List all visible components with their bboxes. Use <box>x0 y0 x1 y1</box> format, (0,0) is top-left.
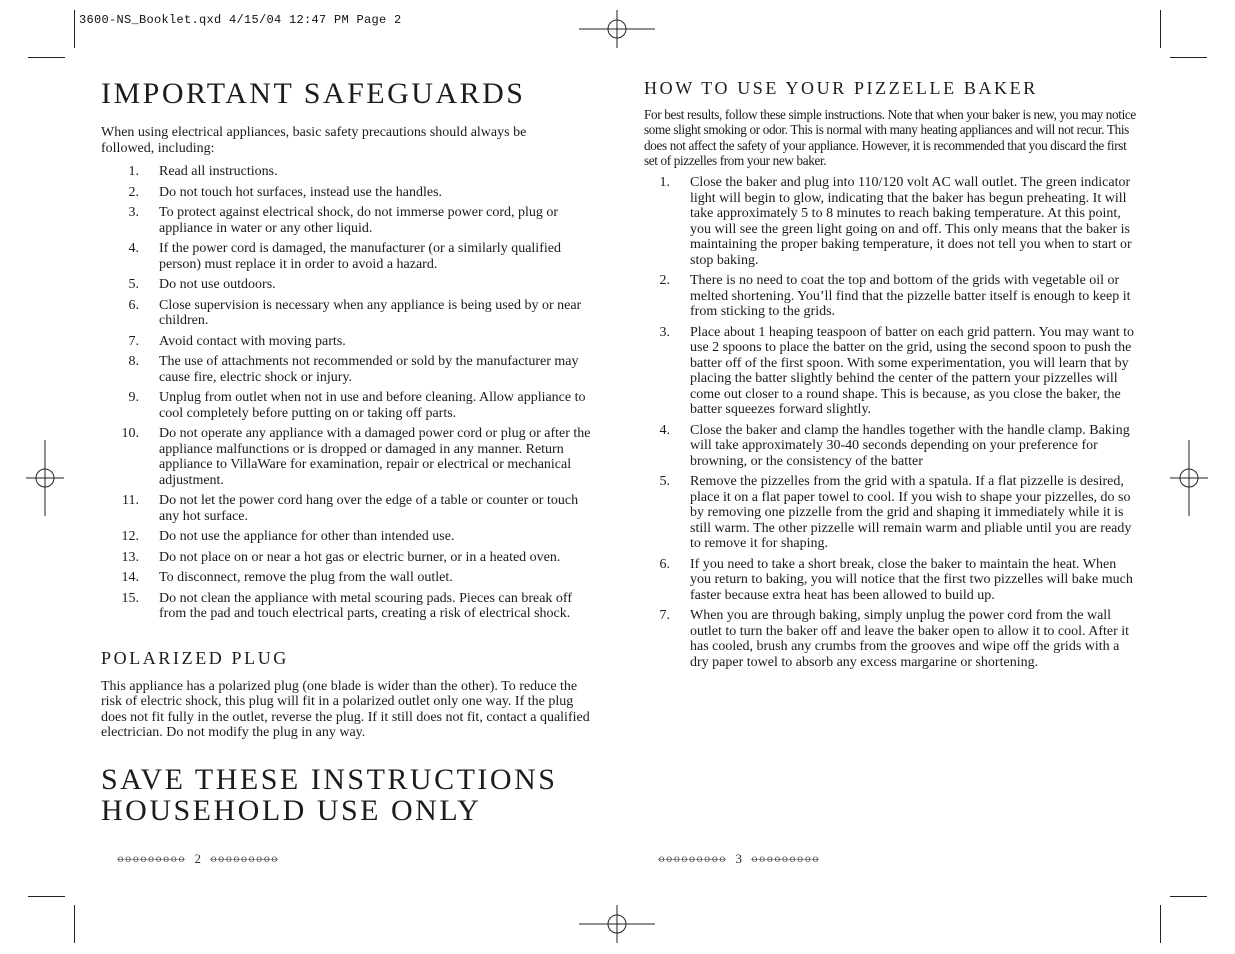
list-item-number: 5. <box>128 277 139 292</box>
list-item <box>113 550 593 566</box>
list-item <box>644 557 1136 604</box>
list-item <box>113 529 593 545</box>
ornament-border: ꝋꝋꝋꝋꝋꝋꝋꝋꝋ <box>750 853 820 865</box>
list-item <box>113 334 593 350</box>
how-to-use-title: HOW TO USE YOUR PIZZELLE BAKER <box>644 78 1038 98</box>
list-item-text: The use of attachments not recommended or sold by the manufacturer may cause fire, electric shock or injury. <box>159 354 579 385</box>
list-item-number: 7. <box>659 608 670 624</box>
list-item-text: Do not let the power cord hang over the edge of a table or counter or touch any hot surface. <box>159 493 579 524</box>
save-instructions-title <box>101 764 593 826</box>
list-item-number: 6. <box>659 556 670 572</box>
crop-mark <box>74 905 75 943</box>
list-item-number: 1. <box>659 175 670 191</box>
polarized-plug-text: This appliance has a polarized plug (one blade is wider than the other). To reduce the risk of electric shock, this plug will fit in a polarized outlet only one way. If the plug does not fit fully in the outlet, reverse the plug. If it still does not fit, contact a qualified electrician. Do not modify the plug in any way. <box>101 678 590 740</box>
list-item <box>113 493 593 524</box>
ornament-border: ꝋꝋꝋꝋꝋꝋꝋꝋꝋ <box>117 853 186 865</box>
list-item-text: Do not operate any appliance with a damaged power cord or plug or after the appliance malfunctions or is dropped or damaged in any manner. Return appliance to VillaWare for examination, repair or electrical or mechanical adjustment. <box>159 426 591 488</box>
right-page <box>644 78 1136 670</box>
list-item-number: 12. <box>121 529 139 544</box>
list-item-text: To disconnect, remove the plug from the wall outlet. <box>159 570 453 585</box>
safeguards-intro: When using electrical appliances, basic safety precautions should always be followed, including: <box>101 125 527 156</box>
list-item <box>113 354 593 385</box>
ornament-border: ꝋꝋꝋꝋꝋꝋꝋꝋꝋ <box>209 853 279 865</box>
list-item-text: There is no need to coat the top and bottom of the grids with vegetable oil or melted shortening. You’ll find that the pizzelle batter itself is enough to keep it from sticking to the grids. <box>690 273 1131 320</box>
registration-mark-top <box>579 10 655 48</box>
page-number: 2 <box>194 851 201 866</box>
how-to-use-intro: For best results, follow these simple instructions. Note that when your baker is new, you may notice some slight smoking or odor. This is normal with many heating appliances and will not recur. This does not affect the safety of your appliance. However, it is recommended that you discard the first set of pizzelles from your new baker. <box>644 107 1136 168</box>
list-item-text: Read all instructions. <box>159 164 278 179</box>
list-item-number: 5. <box>659 474 670 490</box>
registration-mark-right <box>1170 440 1208 516</box>
list-item-number: 8. <box>128 354 139 369</box>
ornament-border: ꝋꝋꝋꝋꝋꝋꝋꝋꝋ <box>658 853 727 865</box>
list-item <box>644 474 1136 552</box>
list-item-text: Avoid contact with moving parts. <box>159 333 346 349</box>
list-item <box>113 426 593 488</box>
list-item-number: 3. <box>659 324 670 340</box>
list-item-text: Do not use outdoors. <box>159 277 276 292</box>
list-item-text: Close the baker and clamp the handles together with the handle clamp. Baking will take approximately 30-40 seconds depending on your preference for browning, or the consistency of the batter <box>690 422 1130 469</box>
crop-mark <box>28 57 65 58</box>
list-item <box>113 298 593 329</box>
crop-mark <box>28 896 65 897</box>
footer-right <box>658 851 819 867</box>
list-item <box>113 390 593 421</box>
list-item-text: Do not place on or near a hot gas or electric burner, or in a heated oven. <box>159 549 561 565</box>
list-item-number: 11. <box>122 493 139 508</box>
list-item-number: 4. <box>128 241 139 256</box>
list-item <box>644 175 1136 268</box>
list-item-text: If you need to take a short break, close the baker to maintain the heat. When you return to baking, you will notice that the first two pizzelles will bake much faster because extra heat has been allowed to build up. <box>690 556 1133 603</box>
page-number: 3 <box>735 851 742 866</box>
list-item-number: 1. <box>128 164 139 179</box>
list-item <box>113 185 593 201</box>
crop-mark <box>1160 10 1161 48</box>
list-item <box>113 277 593 293</box>
list-item <box>644 423 1136 470</box>
list-item-text: Do not clean the appliance with metal scouring pads. Pieces can break off from the pad and touch electrical parts, creating a risk of electrical shock. <box>159 590 572 621</box>
list-item <box>113 164 593 180</box>
crop-mark <box>74 10 75 48</box>
safeguards-title: IMPORTANT SAFEGUARDS <box>101 77 526 110</box>
list-item-number: 10. <box>121 426 139 441</box>
list-item-text: Remove the pizzelles from the grid with a spatula. If a flat pizzelle is desired, place it on a flat paper towel to cool. If you wish to shape your pizzelles, do so by removing one pizzelle from the grid and shaping it immediately while it is still warm. The other pizzelle will remain warm and pliable until you are ready to remove it for shaping. <box>690 474 1132 552</box>
list-item <box>644 325 1136 418</box>
list-item-text: Close the baker and plug into 110/120 volt AC wall outlet. The green indicator light will begin to glow, indicating that the baker has begun preheating. It will take approximately 5 to 8 minutes to reach baking temperature. At this point, you will see the green light going on and off. This only means that the baker is maintaining the proper baking temperature, it does not tell you when to start or stop baking. <box>690 175 1132 268</box>
list-item <box>113 591 593 622</box>
list-item-number: 13. <box>121 549 139 565</box>
polarized-plug-title: POLARIZED PLUG <box>101 647 289 668</box>
registration-mark-left <box>26 440 64 516</box>
list-item-number: 4. <box>659 422 670 438</box>
list-item-text: Place about 1 heaping teaspoon of batter on each grid pattern. You may want to use 2 spoons to place the batter on the grid, using the second spoon to push the batter off of the first spoon. With some experimentation, you will learn that by placing the batter slightly behind the center of the pattern your pizzelles will come out closer to a round shape. This is because, as you close the baker, the batter squeezes forward slightly. <box>690 324 1134 418</box>
left-page <box>101 78 593 826</box>
list-item-text: When you are through baking, simply unplug the power cord from the wall outlet to turn the baker off and leave the baker open to allow it to cool. After it has cooled, brush any crumbs from the grooves and wipe off the grids with a dry paper towel to absorb any excess margarine or shortening. <box>690 608 1130 670</box>
list-item-number: 2. <box>659 273 670 289</box>
list-item-text: Unplug from outlet when not in use and before cleaning. Allow appliance to cool completely before putting on or taking off parts. <box>159 390 586 421</box>
list-item-text: To protect against electrical shock, do not immerse power cord, plug or appliance in water or any other liquid. <box>159 205 559 236</box>
list-item <box>644 273 1136 320</box>
list-item-number: 7. <box>128 333 139 349</box>
registration-mark-bottom <box>579 905 655 943</box>
list-item-number: 6. <box>128 297 139 313</box>
footer-left <box>117 851 278 867</box>
list-item-number: 2. <box>128 184 139 200</box>
list-item <box>644 608 1136 670</box>
print-slug: 3600-NS_Booklet.qxd 4/15/04 12:47 PM Page 2 <box>79 13 402 27</box>
list-item-number: 15. <box>121 590 139 606</box>
list-item-text: Close supervision is necessary when any appliance is being used by or near children. <box>159 297 582 328</box>
list-item <box>113 205 593 236</box>
how-to-use-list <box>644 175 1136 670</box>
list-item <box>113 570 593 586</box>
crop-mark <box>1170 57 1207 58</box>
list-item <box>113 241 593 272</box>
list-item-text: Do not touch hot surfaces, instead use the handles. <box>159 184 443 200</box>
list-item-number: 14. <box>121 570 139 585</box>
crop-mark <box>1160 905 1161 943</box>
list-item-text: Do not use the appliance for other than intended use. <box>159 529 455 544</box>
save-line-2: HOUSEHOLD USE ONLY <box>101 793 482 827</box>
save-line-1: SAVE THESE INSTRUCTIONS <box>101 762 558 796</box>
crop-mark <box>1170 896 1207 897</box>
list-item-number: 9. <box>128 390 139 405</box>
list-item-text: If the power cord is damaged, the manufacturer (or a similarly qualified person) must replace it in order to avoid a hazard. <box>159 241 561 272</box>
list-item-number: 3. <box>128 205 139 220</box>
safeguards-list <box>113 164 593 622</box>
